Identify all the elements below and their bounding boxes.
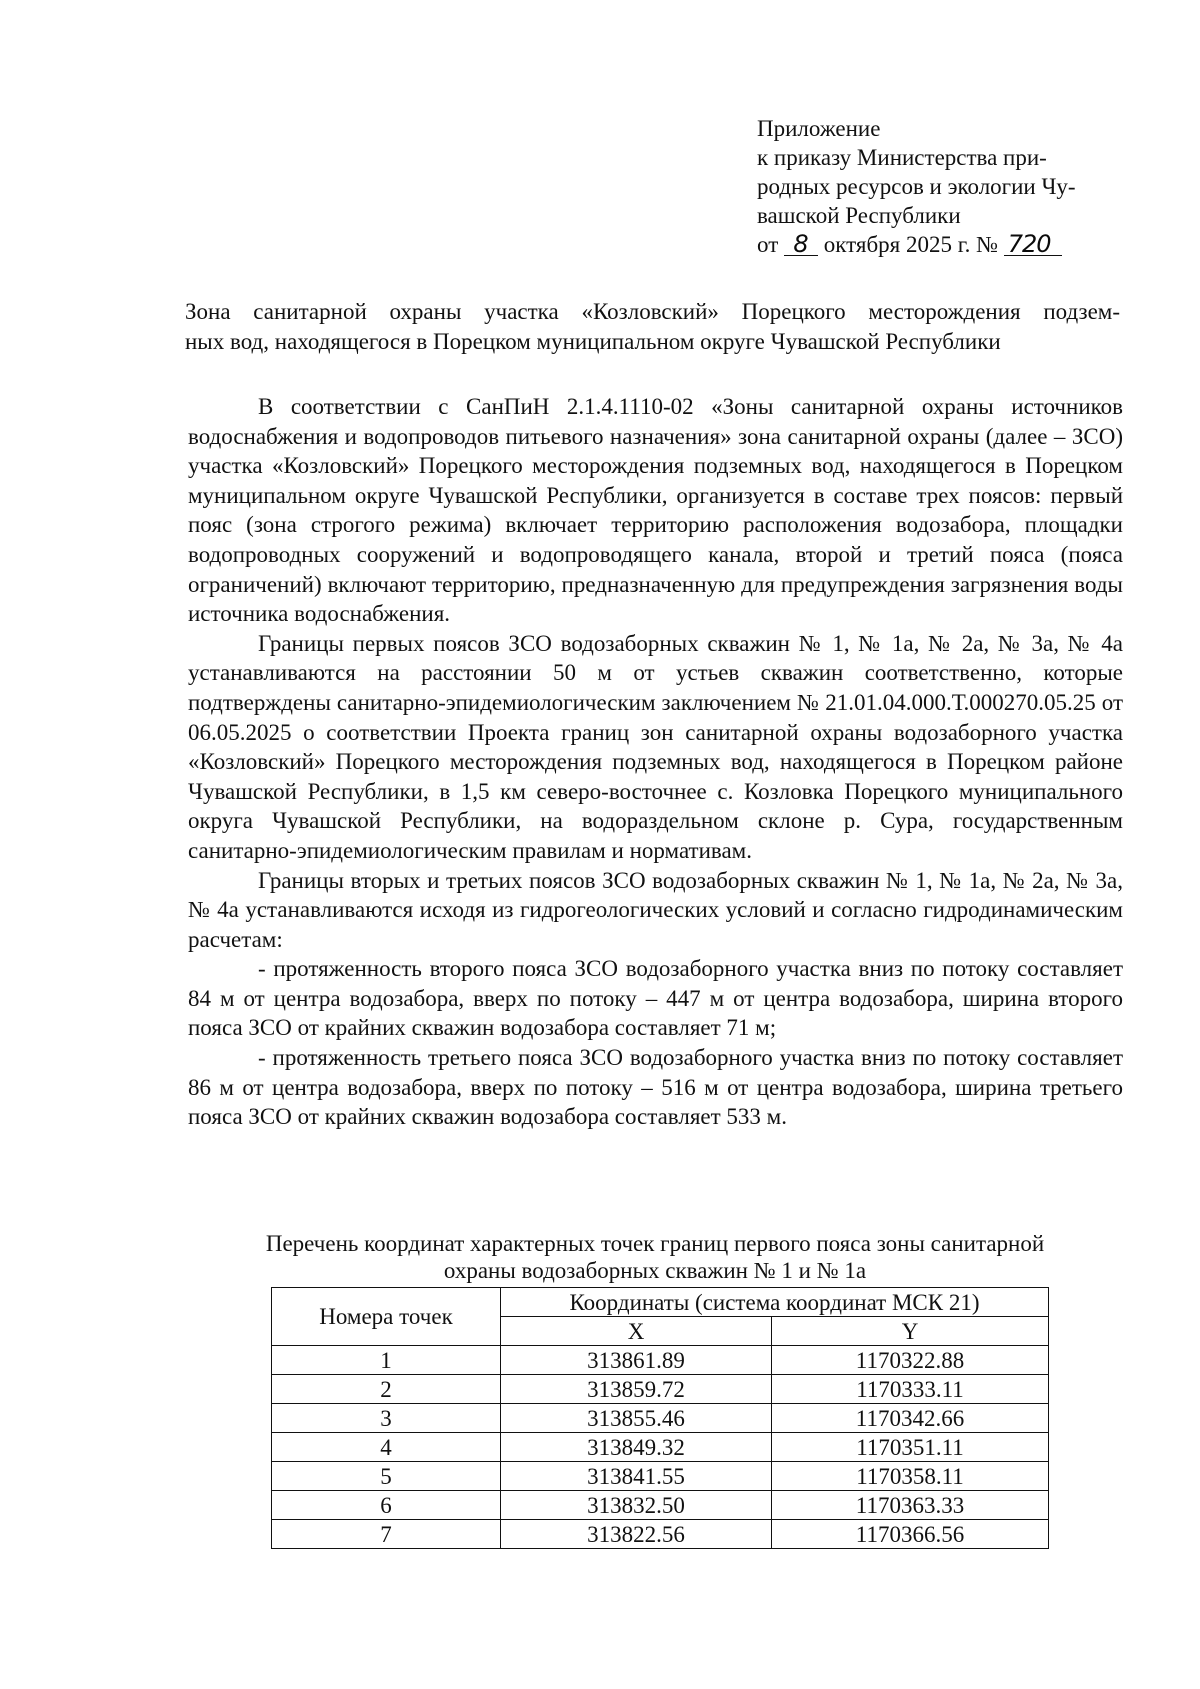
y-coordinate: 1170366.56 [772, 1520, 1049, 1549]
x-coordinate: 313822.56 [501, 1520, 772, 1549]
point-number: 3 [272, 1404, 501, 1433]
table-row [272, 1491, 1049, 1520]
header-coordinates: Координаты (система координат МСК 21) [501, 1288, 1049, 1317]
table-row [272, 1404, 1049, 1433]
point-number: 6 [272, 1491, 501, 1520]
document-body [188, 392, 1123, 1132]
date-rest: октября 2025 г. № [823, 232, 999, 257]
x-coordinate: 313861.89 [501, 1346, 772, 1375]
table-row [272, 1346, 1049, 1375]
point-number: 1 [272, 1346, 501, 1375]
x-coordinate: 313841.55 [501, 1462, 772, 1491]
table-row [272, 1433, 1049, 1462]
point-number: 5 [272, 1462, 501, 1491]
table-row [272, 1375, 1049, 1404]
y-coordinate: 1170333.11 [772, 1375, 1049, 1404]
x-coordinate: 313855.46 [501, 1404, 772, 1433]
appendix-block [757, 114, 1157, 259]
handwritten-day: 8 [784, 233, 818, 256]
y-coordinate: 1170358.11 [772, 1462, 1049, 1491]
appendix-heading: Приложение [757, 116, 881, 141]
date-prefix: от [757, 232, 779, 257]
appendix-date-line [757, 230, 1157, 259]
point-number: 2 [272, 1375, 501, 1404]
y-coordinate: 1170351.11 [772, 1433, 1049, 1462]
x-coordinate: 313849.32 [501, 1433, 772, 1462]
y-coordinate: 1170322.88 [772, 1346, 1049, 1375]
table-caption [190, 1230, 1120, 1284]
point-number: 7 [272, 1520, 501, 1549]
title-line: ных вод, находящегося в Порецком муниципальном округе Чувашской Республики [185, 329, 1001, 354]
appendix-line: к приказу Министерства при- [757, 145, 1047, 170]
document-title [185, 297, 1120, 357]
handwritten-order-number: 720 [1004, 233, 1062, 256]
point-number: 4 [272, 1433, 501, 1462]
table-caption-line: охраны водозаборных скважин № 1 и № 1а [443, 1258, 867, 1283]
paragraph: - протяженность второго пояса ЗСО водозаборного участка вниз по потоку составляет 84 м от центра водозабора, вверх по потоку – 447 м от центра водозабора, ширина второго пояса ЗСО от крайних скважин водозабора составляет 71 м; [188, 956, 1123, 1041]
coordinates-table [271, 1287, 1049, 1549]
y-coordinate: 1170363.33 [772, 1491, 1049, 1520]
x-coordinate: 313859.72 [501, 1375, 772, 1404]
header-x: X [501, 1317, 772, 1346]
header-point-numbers: Номера точек [272, 1288, 501, 1346]
table-caption-line: Перечень координат характерных точек границ первого пояса зоны санитарной [265, 1231, 1045, 1256]
table-row [272, 1520, 1049, 1549]
x-coordinate: 313832.50 [501, 1491, 772, 1520]
header-y: Y [772, 1317, 1049, 1346]
paragraph: - протяженность третьего пояса ЗСО водозаборного участка вниз по потоку составляет 86 м от центра водозабора, вверх по потоку – 516 м от центра водозабора, ширина третьего пояса ЗСО от крайних скважин водозабора составляет 533 м. [188, 1045, 1123, 1130]
paragraph: Границы вторых и третьих поясов ЗСО водозаборных скважин № 1, № 1а, № 2а, № 3а, № 4а устанавливаются исходя из гидрогеологических условий и согласно гидродинамическим расчетам: [188, 867, 1123, 952]
paragraph: Границы первых поясов ЗСО водозаборных скважин № 1, № 1а, № 2а, № 3а, № 4а устанавливаются на расстоянии 50 м от устьев скважин соответственно, которые подтверждены санитарно-эпидемиологическим заключением № 21.01.04.000.Т.000270.05.25 от 06.05.2025 о соответствии Проекта границ зон санитарной охраны водозаборного участка «Козловский» Порецкого месторождения подземных вод, находящегося в Порецком районе Чувашской Республики, в 1,5 км северо-восточнее с. Козловка Порецкого муниципального округа Чувашской Республики, на водораздельном склоне р. Сура, государственным санитарно-эпидемиологическим правилам и нормативам. [188, 630, 1123, 863]
paragraph: В соответствии с СанПиН 2.1.4.1110-02 «Зоны санитарной охраны источников водоснабжения и водопроводов питьевого назначения» зона санитарной охраны (далее – ЗСО) участка «Козловский» Порецкого месторождения подземных вод, находящегося в Порецком муниципальном округе Чувашской Республики, организуется в составе трех поясов: первый пояс (зона строгого режима) включает территорию расположения водозабора, площадки водопроводных сооружений и водопроводящего канала, второй и третий пояса (пояса ограничений) включают территорию, предназначенную для предупреждения загрязнения воды источника водоснабжения. [188, 394, 1123, 627]
appendix-line: родных ресурсов и экологии Чу- [757, 174, 1076, 199]
appendix-line: вашской Республики [757, 203, 961, 228]
y-coordinate: 1170342.66 [772, 1404, 1049, 1433]
title-line: Зона санитарной охраны участка «Козловский» Порецкого месторождения подзем- [185, 299, 1120, 324]
table-row [272, 1462, 1049, 1491]
